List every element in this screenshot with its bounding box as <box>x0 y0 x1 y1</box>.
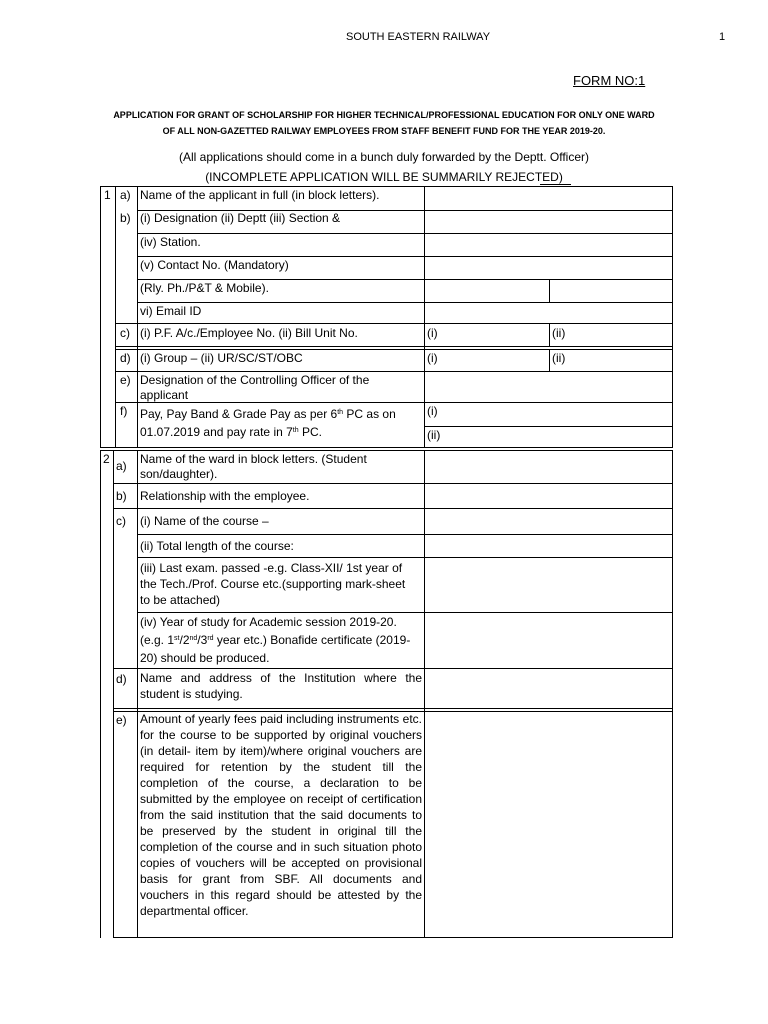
item-1b-contact-label: (v) Contact No. (Mandatory) <box>140 258 289 272</box>
item-1b-phone-label: (Rly. Ph./P&T & Mobile). <box>140 281 269 295</box>
item-2d-marker: d) <box>116 672 127 686</box>
section-number-2: 2 <box>103 452 110 466</box>
item-1a-marker: a) <box>120 188 131 202</box>
item-1f-sub-ii: (ii) <box>427 428 441 442</box>
item-2c-last-exam-line2: the Tech./Prof. Course etc.(supporting mark-sheet <box>140 577 406 591</box>
item-1e-marker: e) <box>120 373 131 387</box>
header-org: SOUTH EASTERN RAILWAY <box>346 31 491 43</box>
item-1c-sub-ii: (ii) <box>552 326 566 340</box>
item-2b-marker: b) <box>116 489 127 503</box>
item-2e-label: Amount of yearly fees paid including instruments etc. for the course to be supported by original vouchers (in detail- item by item)/where original vouchers are required for retention by the student till the completion of the course, a declaration to be submitted by the employee on receipt of certification from the said institution that the said documents to be preserved by the student in original till the completion of the course and in such situation photo copies of vouchers will be accepted on provisional basis for grant from SBF. All documents and vouchers in this regard should be attested by the departmental officer. <box>140 712 422 918</box>
item-1e-label-line1: Designation of the Controlling Officer of the <box>140 373 370 387</box>
form-title-line2: OF ALL NON-GAZETTED RAILWAY EMPLOYEES FROM STAFF BENEFIT FUND FOR THE YEAR 2019-20. <box>162 126 606 136</box>
item-1f-label-line1: Pay, Pay Band & Grade Pay as per 6th PC as on <box>140 407 396 421</box>
note-incomplete-warning: (INCOMPLETE APPLICATION WILL BE SUMMARILY REJECTED) <box>205 170 563 184</box>
item-1c-sub-i: (i) <box>427 326 438 340</box>
item-2a-marker: a) <box>116 459 127 473</box>
note-underline <box>540 184 571 185</box>
item-1b-email-label: vi) Email ID <box>140 304 202 318</box>
page-number: 1 <box>719 31 726 43</box>
item-1f-sub-i: (i) <box>427 404 438 418</box>
item-1d-label: (i) Group – (ii) UR/SC/ST/OBC <box>140 351 303 365</box>
item-2b-label: Relationship with the employee. <box>140 489 310 503</box>
item-1f-label-line2: 01.07.2019 and pay rate in 7th PC. <box>140 425 322 439</box>
item-1a-label: Name of the applicant in full (in block letters). <box>140 188 380 202</box>
item-2c-last-exam-line3: to be attached) <box>140 593 221 607</box>
item-2d-label: Name and address of the Institution where the student is studying. <box>140 671 422 701</box>
item-2c-course-name-label: (i) Name of the course – <box>140 514 269 528</box>
item-2c-marker: c) <box>116 514 126 528</box>
item-2c-year-of-study-line1: (iv) Year of study for Academic session 2019-20. <box>140 615 397 629</box>
item-2a-label-line2: son/daughter). <box>140 467 218 481</box>
form-number: FORM NO:1 <box>573 73 646 88</box>
item-1e-label-line2: applicant <box>140 388 189 402</box>
section-number-1: 1 <box>104 188 111 202</box>
item-1c-label: (i) P.F. A/c./Employee No. (ii) Bill Unit No. <box>140 326 358 340</box>
item-1c-marker: c) <box>120 326 130 340</box>
item-2c-course-length-label: (ii) Total length of the course: <box>140 539 294 553</box>
item-1b-designation-label: (i) Designation (ii) Deptt (iii) Section & <box>140 211 341 225</box>
form-title-line1: APPLICATION FOR GRANT OF SCHOLARSHIP FOR HIGHER TECHNICAL/PROFESSIONAL EDUCATION FOR ONLY ONE WARD <box>113 110 655 120</box>
item-1d-sub-i: (i) <box>427 351 438 365</box>
item-1d-sub-ii: (ii) <box>552 351 566 365</box>
item-2c-year-of-study-line2: (e.g. 1st/2nd/3rd year etc.) Bonafide certificate (2019- <box>140 633 411 647</box>
item-1b-station-label: (iv) Station. <box>140 235 201 249</box>
note-forwarding: (All applications should come in a bunch duly forwarded by the Deptt. Officer) <box>179 150 589 164</box>
item-1b-marker: b) <box>120 211 131 225</box>
item-1f-marker: f) <box>120 404 128 418</box>
item-1d-marker: d) <box>120 351 131 365</box>
item-2e-marker: e) <box>116 713 127 727</box>
item-2c-year-of-study-line3: 20) should be produced. <box>140 651 270 665</box>
item-2c-last-exam-line1: (iii) Last exam. passed -e.g. Class-XII/ 1st year of <box>140 561 403 575</box>
item-2a-label-line1: Name of the ward in block letters. (Student <box>140 452 367 466</box>
